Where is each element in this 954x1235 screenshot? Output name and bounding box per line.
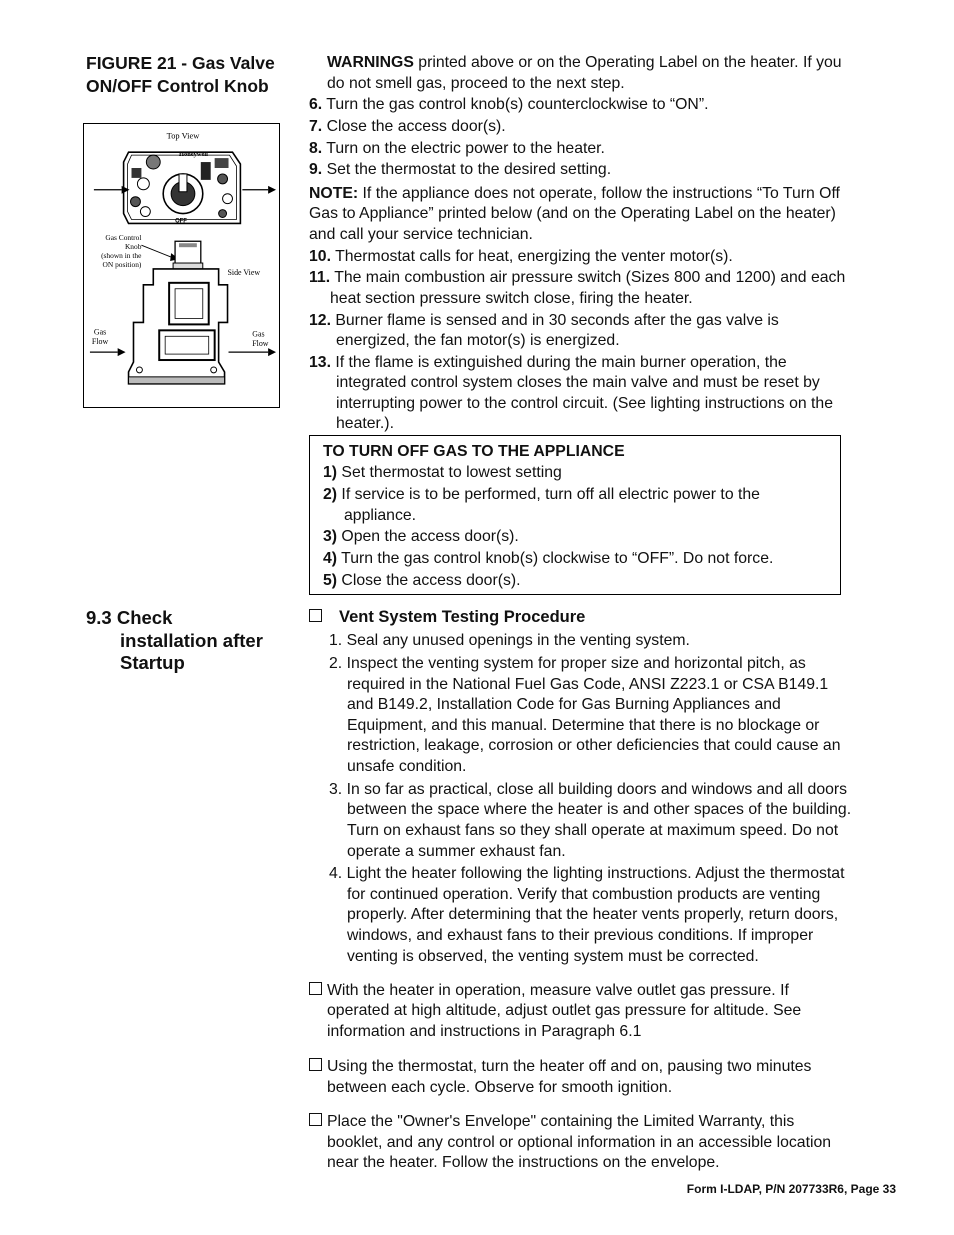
vent-item-3-line-1: 3. In so far as practical, close all building doors and windows and all doors: [329, 781, 848, 798]
vent-item-2-line-5: restriction, leakage, corrosion or other deficiencies that could cause an: [347, 737, 841, 754]
turn-off-item-3-text: Open the access door(s).: [337, 528, 519, 545]
step-11-line-1: [309, 267, 899, 288]
warnings-label: WARNINGS: [327, 54, 414, 71]
warnings-text-1: printed above or on the Operating Label on the heater. If you: [413, 54, 842, 71]
step-10: [309, 246, 899, 267]
step-6-text: Turn the gas control knob(s) counterclockwise to “ON”.: [322, 96, 709, 113]
brand-label: Honeywell: [179, 151, 208, 159]
gas-label-right: Gas: [252, 329, 265, 339]
note-line-1: [309, 183, 899, 204]
vent-item-2-line-3: and B149.2, Installation Code for Gas Burning Appliances and: [347, 696, 781, 713]
valve-side-view: [129, 241, 228, 384]
turn-off-item-2-line-2: appliance.: [344, 507, 417, 524]
check-item-1-line-2: operated at high altitude, adjust outlet gas pressure for altitude. See: [327, 1002, 802, 1019]
checkbox-icon: [309, 982, 322, 995]
turn-off-gas-box: [309, 435, 841, 595]
step-10-number: 10.: [309, 248, 331, 265]
step-13-line-3: interrupting power to the control circuit. (See lighting instructions on the: [336, 395, 833, 412]
turn-off-item-5: [323, 570, 833, 591]
note-line-2: Gas to Appliance” printed below (and on the Operating Label on the heater): [309, 205, 836, 222]
note-label: NOTE:: [309, 185, 359, 202]
gas-valve-illustration: [84, 124, 279, 407]
check-item-3-line-2: booklet, and any control or optional information in an accessible location: [327, 1134, 832, 1151]
vent-item-3-line-4: operate a summer exhaust fan.: [347, 843, 566, 860]
gas-label-left: Gas: [93, 327, 107, 337]
check-item-3-text: Place the "Owner's Envelope" containing the Limited Warranty, this: [327, 1113, 795, 1130]
section-title-line-2: installation after: [120, 629, 263, 651]
checkbox-icon: [309, 609, 322, 622]
turn-off-item-4-text: Turn the gas control knob(s) clockwise to “OFF”. Do not force.: [337, 550, 774, 567]
turn-off-item-1-text: Set thermostat to lowest setting: [337, 464, 562, 481]
check-item-2-line-2: between each cycle. Observe for smooth ignition.: [327, 1079, 673, 1096]
step-7-text: Close the access door(s).: [322, 118, 506, 135]
turn-off-item-4-number: 4): [323, 550, 338, 567]
vent-item-2-line-1: 2. Inspect the venting system for proper size and horizontal pitch, as: [329, 655, 806, 672]
step-11-line-2: heat section pressure switch close, firing the heater.: [330, 290, 693, 307]
note-text-1: If the appliance does not operate, follow the instructions “To Turn Off: [358, 185, 840, 202]
check-item-1-line-3: information and instructions in Paragraph 6.1: [327, 1023, 642, 1040]
step-11-number: 11.: [309, 269, 331, 286]
turn-off-item-3: [323, 526, 833, 547]
turn-off-item-1-number: 1): [323, 464, 338, 481]
vent-item-1: 1. Seal any unused openings in the venting system.: [329, 632, 690, 649]
check-item-2-text: Using the thermostat, turn the heater off and on, pausing two minutes: [327, 1058, 812, 1075]
step-7: [309, 116, 899, 137]
vent-title-text: Vent System Testing Procedure: [339, 608, 586, 626]
step-7-number: 7.: [309, 118, 323, 135]
gas-valve-figure: [83, 123, 280, 408]
knob-label-1: Gas Control: [105, 233, 142, 243]
vent-item-4-line-3: properly. After determining that the heater vents properly, return doors,: [347, 906, 839, 923]
turn-off-item-2-text: If service is to be performed, turn off all electric power to the: [337, 486, 760, 503]
step-9-text: Set the thermostat to the desired setting.: [322, 161, 612, 178]
step-10-text: Thermostat calls for heat, energizing the venter motor(s).: [330, 248, 733, 265]
vent-item-2-line-2: required in the National Fuel Gas Code, ANSI Z223.1 or CSA B149.1: [347, 676, 829, 693]
turn-off-item-5-number: 5): [323, 572, 338, 589]
vent-item-2-line-4: Equipment, and this manual. Determine that there is no blockage or: [347, 717, 820, 734]
off-label: OFF: [175, 218, 187, 225]
step-8-text: Turn on the electric power to the heater.: [322, 140, 605, 157]
flow-label-left: Flow: [91, 337, 109, 347]
check-item-3-line-3: near the heater. Follow the instructions on the envelope.: [327, 1154, 720, 1171]
step-8: [309, 138, 899, 159]
checkbox-icon: [309, 1058, 322, 1071]
section-title: [86, 607, 286, 675]
valve-top-view: [124, 151, 241, 224]
step-13-line-4: heater.).: [336, 415, 394, 432]
turn-off-item-4: [323, 548, 833, 569]
step-12-line-1: [309, 310, 899, 331]
turn-off-item-1: [323, 462, 833, 483]
step-9-number: 9.: [309, 161, 323, 178]
check-item-2-line-1: [309, 1056, 899, 1077]
step-13-text-1: If the flame is extinguished during the main burner operation, the: [330, 354, 787, 371]
turn-off-item-2-number: 2): [323, 486, 338, 503]
vent-item-3-line-3: Turn on exhaust fans so they shall operate at maximum speed. Do not: [347, 822, 839, 839]
side-view-label: Side View: [227, 267, 261, 277]
step-6: [309, 94, 899, 115]
step-6-number: 6.: [309, 96, 323, 113]
vent-item-4-line-1: 4. Light the heater following the lighting instructions. Adjust the thermostat: [329, 865, 845, 882]
turn-off-item-3-number: 3): [323, 528, 338, 545]
turn-off-title: TO TURN OFF GAS TO THE APPLIANCE: [323, 443, 625, 460]
check-item-3-line-1: [309, 1111, 899, 1132]
section-title-line-1: 9.3 Check: [86, 607, 173, 628]
note-line-3: and call your service technician.: [309, 226, 533, 243]
step-12-number: 12.: [309, 312, 331, 329]
step-9: [309, 159, 899, 180]
knob-label-4: ON position): [102, 259, 142, 269]
step-13-line-1: [309, 352, 899, 373]
flow-label-right: Flow: [252, 339, 269, 349]
step-12-line-2: energized, the fan motor(s) is energized.: [336, 332, 620, 349]
step-13-number: 13.: [309, 354, 331, 371]
vent-item-3-line-2: between the space where the heater is and other spaces of the building.: [347, 801, 852, 818]
vent-item-2-line-6: unsafe condition.: [347, 758, 467, 775]
knob-label-3: (shown in the: [101, 251, 142, 261]
step-11-text-1: The main combustion air pressure switch (Sizes 800 and 1200) and each: [330, 269, 846, 286]
vent-item-4-line-4: windows, and exhaust fans to their previous conditions. If improper: [347, 927, 814, 944]
warnings-line-1: [327, 52, 917, 73]
check-item-1-text: With the heater in operation, measure valve outlet gas pressure. If: [327, 982, 789, 999]
vent-title: [309, 607, 899, 628]
knob-label-2: Knob: [124, 242, 142, 252]
step-12-text-1: Burner flame is sensed and in 30 seconds after the gas valve is: [330, 312, 779, 329]
check-item-1-line-1: [309, 980, 899, 1001]
step-8-number: 8.: [309, 140, 323, 157]
figure-title: FIGURE 21 - Gas Valve ON/OFF Control Knob: [86, 53, 275, 96]
warnings-line-2: do not smell gas, proceed to the next step.: [327, 75, 625, 92]
section-title-line-3: Startup: [120, 652, 185, 673]
step-13-line-2: integrated control system closes the main valve and must be reset by: [336, 374, 820, 391]
top-view-label: Top View: [166, 131, 200, 141]
page-footer: Form I-LDAP, P/N 207733R6, Page 33: [686, 1182, 896, 1196]
vent-item-4-line-5: venting is observed, the venting system must be corrected.: [347, 948, 759, 965]
vent-item-4-line-2: for continued operation. Verify that combustion products are venting: [347, 886, 821, 903]
turn-off-item-2: [323, 484, 833, 505]
checkbox-icon: [309, 1113, 322, 1126]
turn-off-item-5-text: Close the access door(s).: [337, 572, 521, 589]
